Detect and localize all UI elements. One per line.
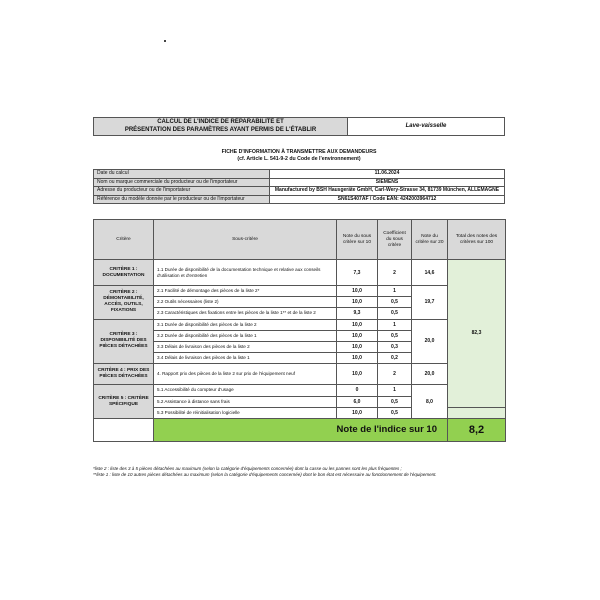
subcriterion-coef: 1 <box>378 319 412 330</box>
subcriterion-coef: 2 <box>378 260 412 286</box>
criterion-5: CRITÈRE 5 : CRITÈRE SPÉCIFIQUE <box>94 385 154 419</box>
subcriterion-label: 3.3 Délais de livraison des pièces de la liste 2 <box>154 341 337 352</box>
subcriterion-note: 10,0 <box>337 297 378 308</box>
title-line-1: CALCUL DE L'INDICE DE RÉPARABILITÉ ET <box>157 119 284 125</box>
info-label: Adresse du producteur ou de l'importateur <box>94 187 270 196</box>
document-title <box>94 118 348 136</box>
info-value: Manufactured by BSH Hausgeräte GmbH, Carl-Wery-Strasse 34, 81739 München, ALLEMAGNE <box>270 187 505 196</box>
footnote-2: **liste 1 : liste de 10 autres pièces détachées au maximum (selon la catégorie d'équipements concernée) dont le bon état est nécessaire au fonctionnement de l'équipement. <box>93 472 437 477</box>
info-label: Date du calcul <box>94 170 270 179</box>
info-row <box>94 170 505 179</box>
subcriterion-note: 10,0 <box>337 319 378 330</box>
subcriterion-note: 10,0 <box>337 341 378 352</box>
subcriterion-label: 5.2 Assistance à distance sans frais <box>154 396 337 407</box>
table-row <box>94 286 506 297</box>
criterion-4: CRITÈRE 4 : PRIX DES PIÈCES DÉTACHÉES <box>94 364 154 385</box>
subcriterion-label: 1.1 Durée de disponibilité de la documentation technique et relative aux conseils d'utilisation et d'entretien <box>154 260 337 286</box>
info-value: SIEMENS <box>270 178 505 187</box>
final-blank-cell <box>94 418 154 441</box>
criterion-3: CRITÈRE 3 : DISPONIBILITÉ DES PIÈCES DÉTACHÉES <box>94 319 154 364</box>
info-value: SN61S407AF / Code EAN: 4242003964712 <box>270 195 505 204</box>
criterion-2: CRITÈRE 2 : DÉMONTABILITÉ, ACCÈS, OUTILS, FIXATIONS <box>94 286 154 320</box>
subcriterion-note: 10,0 <box>337 364 378 385</box>
final-score-value: 8,2 <box>448 418 506 441</box>
final-score-row <box>94 418 506 441</box>
speck <box>164 40 166 42</box>
subcriterion-coef: 0,5 <box>378 297 412 308</box>
info-value: 11.06.2024 <box>270 170 505 179</box>
total-cell-filler <box>448 407 506 418</box>
fiche-line-2: (cf. Article L. 541-9-2 du Code de l'environnement) <box>237 156 361 162</box>
subcriterion-note: 10,0 <box>337 407 378 418</box>
subcriterion-coef: 2 <box>378 364 412 385</box>
info-row <box>94 195 505 204</box>
criterion-score: 8,0 <box>412 385 448 419</box>
fiche-heading <box>93 149 505 163</box>
subcriterion-note: 7,3 <box>337 260 378 286</box>
final-score-label: Note de l'indice sur 10 <box>154 418 448 441</box>
col-header-note-sous: Note du sous critère sur 10 <box>337 220 378 260</box>
subcriterion-coef: 0,5 <box>378 308 412 319</box>
info-table <box>93 169 505 204</box>
info-label: Nom ou marque commerciale du producteur ou de l'importateur <box>94 178 270 187</box>
fiche-line-1: FICHE D'INFORMATION À TRANSMETTRE AUX DEMANDEURS <box>221 149 377 155</box>
table-header-row <box>94 220 506 260</box>
title-line-2: PRÉSENTATION DES PARAMÈTRES AYANT PERMIS DE L'ÉTABLIR <box>124 126 317 133</box>
subcriterion-label: 3.2 Durée de disponibilité des pièces de la liste 1 <box>154 330 337 341</box>
subcriterion-label: 3.1 Durée de disponibilité des pièces de la liste 2 <box>154 319 337 330</box>
criterion-1: CRITÈRE 1 : DOCUMENTATION <box>94 260 154 286</box>
header-table <box>93 117 505 136</box>
col-header-sous-critere: Sous-critère <box>154 220 337 260</box>
score-table <box>93 219 506 442</box>
footnotes <box>93 466 513 478</box>
subcriterion-note: 6,0 <box>337 396 378 407</box>
info-row <box>94 178 505 187</box>
criterion-score: 14,6 <box>412 260 448 286</box>
subcriterion-coef: 0,5 <box>378 407 412 418</box>
subcriterion-note: 10,0 <box>337 330 378 341</box>
subcriterion-note: 10,0 <box>337 353 378 364</box>
col-header-coef: Coefficient du sous critère <box>378 220 412 260</box>
footnote-1: *liste 2 : liste des 3 à 5 pièces détachées au maximum (selon la catégorie d'équipements concernée) dont la casse ou les pannes sont les plus fréquentes ; <box>93 466 402 471</box>
table-row <box>94 260 506 286</box>
subcriterion-coef: 0,5 <box>378 330 412 341</box>
info-label: Référence du modèle donnée par le producteur ou de l'importateur <box>94 195 270 204</box>
subcriterion-coef: 0,2 <box>378 353 412 364</box>
subcriterion-label: 5.3 Possibilité de réinitialisation logicielle <box>154 407 337 418</box>
subcriterion-label: 5.1 Accessibilité du compteur d'usage <box>154 385 337 396</box>
subcriterion-note: 0 <box>337 385 378 396</box>
subcriterion-coef: 1 <box>378 385 412 396</box>
subcriterion-note: 9,3 <box>337 308 378 319</box>
subcriterion-label: 3.4 Délais de livraison des pièces de la liste 1 <box>154 353 337 364</box>
table-row <box>94 319 506 330</box>
criterion-score: 19,7 <box>412 286 448 320</box>
subcriterion-label: 2.1 Facilité de démontage des pièces de la liste 2* <box>154 286 337 297</box>
total-score: 82,3 <box>448 260 506 408</box>
table-row <box>94 385 506 396</box>
criterion-score: 20,0 <box>412 364 448 385</box>
criterion-score: 20,0 <box>412 319 448 364</box>
col-header-total: Total des notes des critères sur 100 <box>448 220 506 260</box>
subcriterion-label: 4. Rapport prix des pièces de la liste 2 sur prix de l'équipement neuf <box>154 364 337 385</box>
appliance-type: Lave-vaisselle <box>348 118 505 136</box>
subcriterion-label: 2.2 Outils nécessaires (liste 2) <box>154 297 337 308</box>
subcriterion-label: 2.3 Caractéristiques des fixations entre les pièces de la liste 1** et de la liste 2 <box>154 308 337 319</box>
col-header-critere: Critère <box>94 220 154 260</box>
info-row <box>94 187 505 196</box>
table-row <box>94 364 506 385</box>
col-header-note-critere: Note du critère sur 20 <box>412 220 448 260</box>
subcriterion-coef: 1 <box>378 286 412 297</box>
subcriterion-coef: 0,5 <box>378 396 412 407</box>
subcriterion-coef: 0,3 <box>378 341 412 352</box>
subcriterion-note: 10,0 <box>337 286 378 297</box>
